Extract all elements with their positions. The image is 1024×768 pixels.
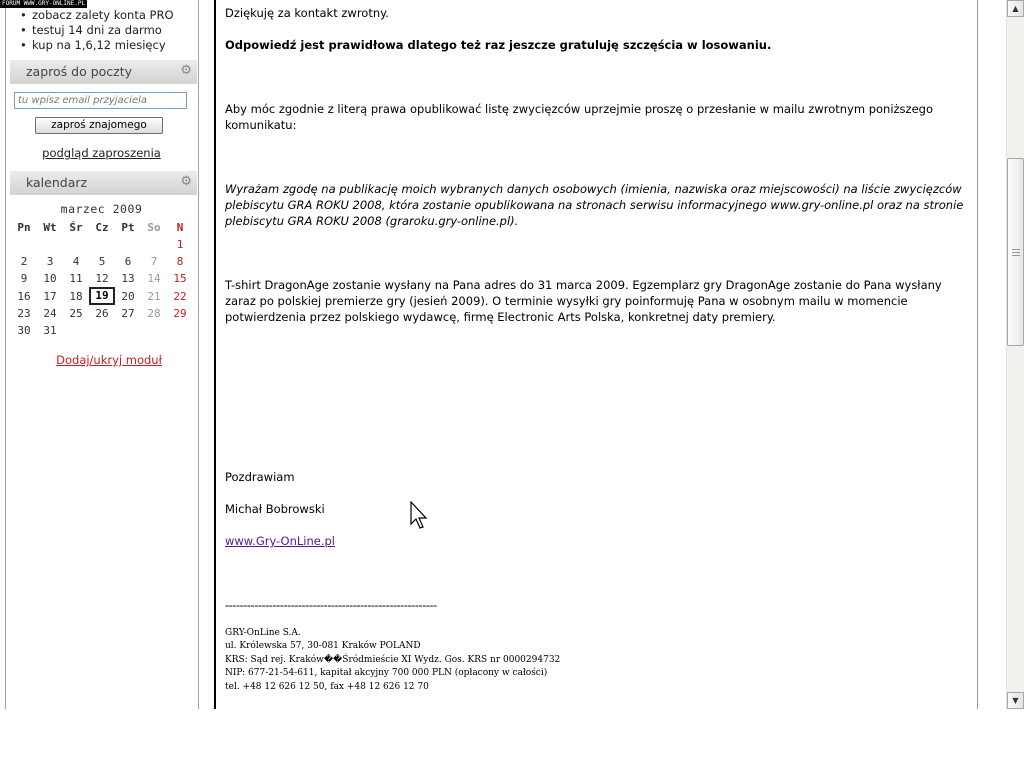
calendar-day[interactable]: 25 [69, 307, 83, 320]
message-signature-name: Michał Bobrowski [225, 502, 325, 516]
calendar-week-row [11, 305, 193, 322]
friend-email-input[interactable] [14, 92, 187, 109]
calendar-module-header [10, 171, 197, 195]
calendar-week-row [11, 270, 193, 287]
calendar-empty-cell [141, 236, 167, 253]
calendar-weekday-row [11, 219, 193, 236]
calendar-day[interactable]: 4 [72, 255, 80, 268]
calendar-day[interactable]: 23 [17, 307, 31, 320]
calendar-empty-cell [167, 322, 193, 339]
calendar-day[interactable]: 1 [176, 238, 184, 251]
footer-line-company: GRY-OnLine S.A. [225, 628, 301, 638]
message-thanks: Dziękuję za kontakt zwrotny. [225, 6, 389, 20]
calendar-day[interactable]: 13 [121, 272, 135, 285]
pro-link-benefits[interactable]: • zobacz zalety konta PRO [20, 8, 174, 23]
calendar-day[interactable]: 24 [43, 307, 57, 320]
footer-line-address: ul. Królewska 57, 30-081 Kraków POLAND [225, 641, 421, 652]
company-footer [225, 627, 560, 694]
message-left-border [214, 0, 216, 709]
site-link[interactable]: www.Gry-OnLine.pl [225, 534, 335, 548]
scrollbar-thumb[interactable] [1007, 158, 1024, 346]
calendar-grid [11, 219, 193, 339]
calendar-day[interactable]: 12 [95, 272, 109, 285]
calendar-weekday: Śr [69, 221, 83, 234]
calendar-day[interactable]: 15 [173, 272, 187, 285]
message-separator: ---------------------------------------------------------- [225, 598, 437, 612]
calendar-week-row [11, 236, 193, 253]
grip-icon [1012, 249, 1020, 256]
calendar-day[interactable]: 10 [43, 272, 57, 285]
calendar-empty-cell [115, 322, 141, 339]
gear-icon[interactable]: ⚙ [180, 63, 192, 78]
invite-module-header [10, 60, 197, 84]
invite-module-title: zaproś do poczty [26, 64, 133, 79]
calendar-day[interactable]: 19 [89, 287, 115, 305]
invitation-preview-link[interactable]: podgląd zaproszenia [42, 146, 161, 160]
message-correct-answer: Odpowiedź jest prawidłowa dlatego też raz jeszcze gratuluję szczęścia w losowaniu. [225, 38, 772, 52]
message-greeting: Pozdrawiam [225, 470, 295, 484]
calendar-day[interactable]: 5 [98, 255, 106, 268]
mouse-cursor-icon [410, 501, 430, 531]
scroll-down-arrow-icon[interactable]: ▼ [1007, 692, 1024, 709]
calendar-empty-cell [37, 236, 63, 253]
calendar-empty-cell [115, 236, 141, 253]
calendar-day[interactable]: 20 [121, 289, 135, 303]
calendar-empty-cell [63, 322, 89, 339]
calendar-weekday: So [147, 221, 161, 234]
calendar-day[interactable]: 9 [20, 272, 28, 285]
calendar-day[interactable]: 16 [17, 289, 31, 303]
message-request: Aby móc zgodnie z literą prawa opublikować listę zwycięzców uprzejmie proszę o przesłanie w mailu zwrotnym poniższego komunikatu: [225, 102, 933, 132]
toggle-module-link[interactable]: Dodaj/ukryj moduł [56, 353, 162, 367]
calendar-empty-cell [63, 236, 89, 253]
email-message-body [225, 0, 971, 709]
calendar-weekday: Pn [17, 221, 31, 234]
calendar-day[interactable]: 18 [69, 289, 83, 303]
calendar-module-title: kalendarz [26, 175, 88, 190]
calendar-day[interactable]: 29 [173, 307, 187, 320]
message-consent-statement: Wyrażam zgodę na publikację moich wybranych danych osobowych (imienia, nazwiska oraz miejscowości) na liście zwycięzców plebiscytu GRA ROKU 2008, która zostanie opublikowana na stronach serwisu informacyjnego www.gry-online.pl oraz na stronie plebiscytu GRA ROKU 2008 (graroku.gry-online.pl). [225, 182, 964, 228]
calendar-day[interactable]: 7 [150, 255, 158, 268]
vertical-scrollbar[interactable] [1006, 0, 1024, 709]
calendar-day[interactable]: 22 [173, 289, 187, 303]
footer-line-nip: NIP: 677-21-54-611, kapitał akcyjny 700 000 PLN (opłacony w całości) [225, 668, 548, 679]
calendar-day[interactable]: 3 [46, 255, 54, 268]
message-right-border [977, 0, 978, 709]
footer-line-phone: tel. +48 12 626 12 50, fax +48 12 626 12 70 [225, 681, 429, 692]
calendar-day[interactable]: 6 [124, 255, 132, 268]
calendar-weekday: N [176, 221, 184, 234]
calendar-empty-cell [141, 322, 167, 339]
calendar-month-label: marzec 2009 [60, 202, 143, 216]
calendar-weekday: Cz [95, 221, 109, 234]
calendar-week-row [11, 253, 193, 270]
calendar-days [11, 236, 193, 339]
calendar-day[interactable]: 17 [43, 289, 57, 303]
calendar-day[interactable]: 8 [176, 255, 184, 268]
footer-line-krs: KRS: Sąd rej. Kraków��Śródmieście XI Wydz. Gos. KRS nr 0000294732 [225, 654, 561, 665]
site-watermark: FORUM WWW.GRY-ONLINE.PL [2, 0, 86, 7]
pro-link-buy[interactable]: • kup na 1,6,12 miesięcy [20, 38, 174, 53]
calendar-day[interactable]: 28 [147, 307, 161, 320]
scroll-up-arrow-icon[interactable]: ▲ [1007, 0, 1024, 17]
calendar-empty-cell [89, 236, 115, 253]
calendar-weekday: Pt [121, 221, 135, 234]
pro-account-links [20, 8, 174, 53]
calendar-empty-cell [89, 322, 115, 339]
calendar-day[interactable]: 21 [147, 289, 161, 303]
calendar-week-row [11, 287, 193, 305]
calendar-day[interactable]: 27 [121, 307, 135, 320]
invite-friend-button[interactable]: zaproś znajomego [35, 117, 163, 134]
calendar-day[interactable]: 2 [20, 255, 28, 268]
calendar-day[interactable]: 30 [17, 324, 31, 337]
calendar-day[interactable]: 11 [69, 272, 83, 285]
calendar-day[interactable]: 31 [43, 324, 57, 337]
calendar-week-row [11, 322, 193, 339]
calendar-empty-cell [11, 236, 37, 253]
message-shipping-info: T-shirt DragonAge zostanie wysłany na Pana adres do 31 marca 2009. Egzemplarz gry DragonAge zostanie do Pana wysłany zaraz po polskiej premierze gry (jesień 2009). O terminie wysyłki gry poinformuję Pana w osobnym mailu w momencie potwierdzenia przez polskiego wydawcę, firmę Electronic Arts Polska, konkretnej daty premiery. [225, 278, 942, 324]
sidebar [6, 0, 198, 709]
pro-link-trial[interactable]: • testuj 14 dni za darmo [20, 23, 174, 38]
gear-icon[interactable]: ⚙ [180, 174, 192, 189]
calendar-day[interactable]: 26 [95, 307, 109, 320]
calendar-day[interactable]: 14 [147, 272, 161, 285]
calendar-weekday: Wt [43, 221, 57, 234]
